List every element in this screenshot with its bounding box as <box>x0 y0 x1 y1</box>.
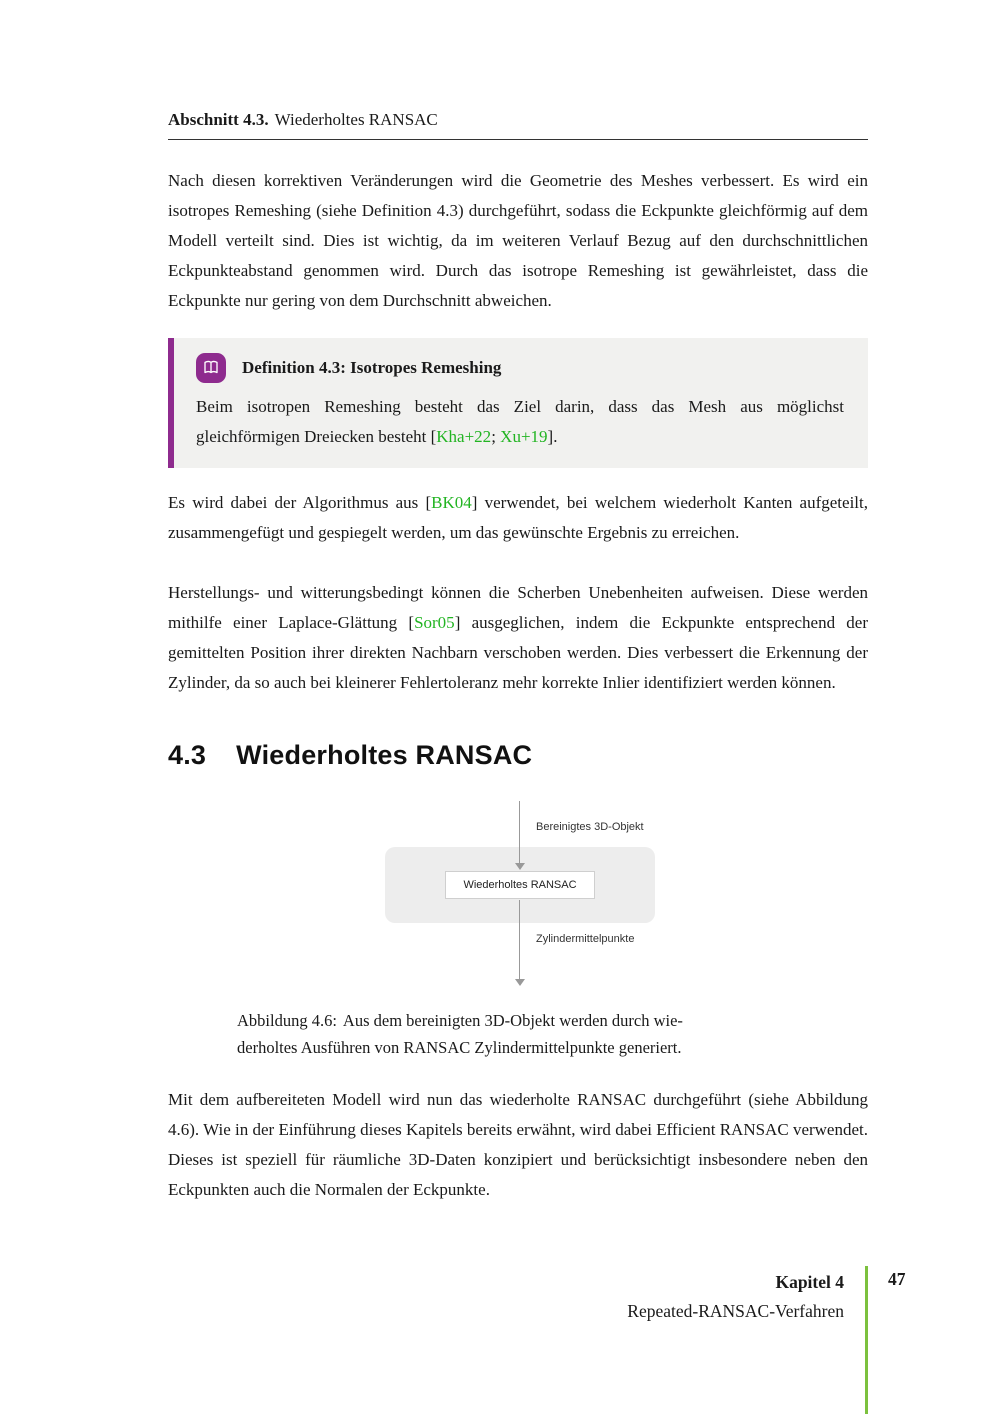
citation-link-bk04[interactable]: BK04 <box>431 493 472 512</box>
definition-body <box>196 392 844 452</box>
citation-link-xu19[interactable]: Xu+19 <box>500 427 548 446</box>
paragraph-text: Es wird dabei der Algorithmus aus [ <box>168 493 432 512</box>
paragraph-smoothing <box>168 578 868 698</box>
caption-text: derholtes Ausführen von RANSAC Zylindermittelpunkte generiert. <box>237 1038 682 1057</box>
paragraph-closing <box>168 1085 868 1205</box>
paragraph-algorithm <box>168 488 868 548</box>
page-number: 47 <box>888 1269 906 1289</box>
caption-line-2 <box>237 1034 817 1061</box>
running-head-section-title: Wiederholtes RANSAC <box>274 110 438 129</box>
running-head <box>168 110 868 140</box>
figure-ransac-diagram <box>168 797 868 989</box>
definition-text: Beim isotropen Remeshing besteht das Ziel darin, dass das Mesh aus möglichst gleichförmigen Dreiecken besteht [ <box>196 397 844 446</box>
arrow-line-bottom <box>519 900 520 980</box>
book-icon <box>196 353 226 383</box>
definition-header <box>196 353 844 383</box>
paragraph-text: Herstellungs- und witterungsbedingt können die Scherben Unebenheiten aufweisen. Diese werden mithilfe einer Laplace-Glättung [ <box>168 583 868 632</box>
section-title: Wiederholtes RANSAC <box>236 740 533 770</box>
arrowhead-down-icon <box>515 979 525 986</box>
footer-chapter-title: Repeated-RANSAC-Verfahren <box>627 1301 844 1321</box>
paragraph-text: Nach diesen korrektiven Veränderungen wird die Geometrie des Meshes verbessert. Es wird ein isotropes Remeshing (siehe Definition 4.3) durchgeführt, sodass die Eckpunkte gleichförmig auf dem Modell verteilt sind. Dies ist wichtig, da im weiteren Verlauf Bezug auf den durchschnittlichen Eckpunkteabstand genommen wird. Durch das isotrope Remeshing ist gewährleistet, dass die Eckpunkte nur gering von dem Durchschnitt abweichen. <box>168 171 868 310</box>
footer-chapter-label: Kapitel 4 <box>775 1272 844 1292</box>
paragraph-text-end: ] ausgeglichen, indem die Eckpunkte entsprechend der gemittelten Position ihrer direkten Nachbarn verschoben werden. Dies verbessert die Erkennung der Zylinder, da so auch bei kleinerer Fehlertoleranz mehr korrekte Inlier identifiziert werden können. <box>168 613 868 692</box>
footer-chapter-block <box>168 1268 844 1326</box>
footer-accent-rule <box>865 1266 868 1414</box>
citation-link-sor05[interactable]: Sor05 <box>414 613 455 632</box>
caption-label: Abbildung 4.6: <box>237 1011 337 1030</box>
citation-separator: ; <box>491 427 501 446</box>
arrowhead-down-icon <box>515 863 525 870</box>
citation-link-kha22[interactable]: Kha+22 <box>436 427 492 446</box>
paragraph-text: Mit dem aufbereiteten Modell wird nun das wiederholte RANSAC durchgeführt (siehe Abbildung 4.6). Wie in der Einführung dieses Kapitels bereits erwähnt, wird dabei Efficient RANSAC verwendet. Dieses ist speziell für räumliche 3D-Daten konzipiert und berücksichtigt insbesondere neben den Eckpunkten auch die Normalen der Eckpunkte. <box>168 1090 868 1199</box>
figure-caption <box>237 1007 817 1061</box>
running-head-section-label: Abschnitt 4.3. <box>168 110 269 129</box>
definition-title: Definition 4.3: Isotropes Remeshing <box>242 358 502 377</box>
paragraph-text-end: ] verwendet, bei welchem wiederholt Kanten aufgeteilt, zusammengefügt und gespiegelt werden, um das gewünschte Ergebnis zu erreichen. <box>168 493 868 542</box>
diagram-input-label: Bereinigtes 3D-Objekt <box>536 821 644 833</box>
definition-box <box>168 338 868 468</box>
diagram-process-node: Wiederholtes RANSAC <box>445 871 595 899</box>
caption-line-1 <box>237 1007 817 1034</box>
definition-text-end: ]. <box>547 427 558 446</box>
caption-text: Aus dem bereinigten 3D-Objekt werden durch wie- <box>342 1011 683 1030</box>
paragraph-remeshing-intro <box>168 166 868 316</box>
section-number: 4.3 <box>168 740 207 770</box>
diagram-output-label: Zylindermittelpunkte <box>536 933 635 945</box>
section-heading <box>168 740 868 771</box>
arrow-line-top <box>519 801 520 864</box>
page-content <box>168 0 868 1205</box>
